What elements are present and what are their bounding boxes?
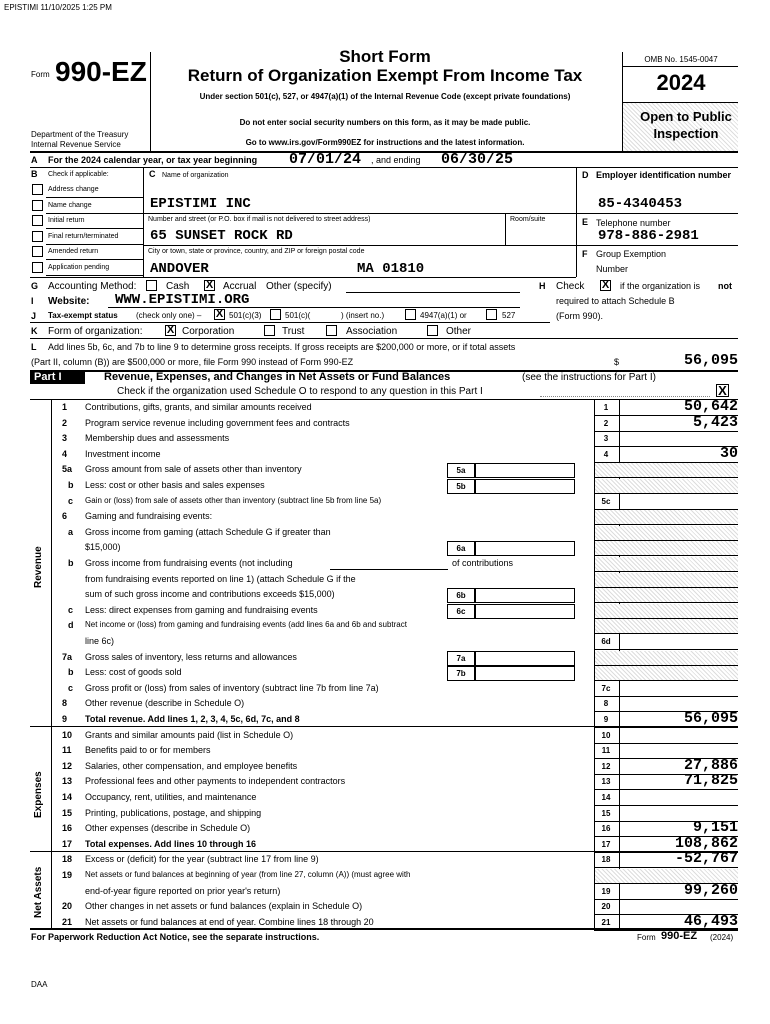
line-ref: 6d (601, 637, 611, 646)
city-label: City or town, state or province, country, and ZIP or foreign postal code (148, 248, 365, 255)
line-e-label: E (582, 217, 589, 227)
corporation-checkbox[interactable]: X (166, 324, 175, 336)
schedule-o-checkbox[interactable]: X (716, 384, 729, 397)
form-number: 990-EZ (55, 56, 147, 87)
midline-box-label: 5b (447, 479, 475, 494)
midline-box-label: 7a (447, 651, 475, 666)
line-description: from fundraising events reported on line 1) (attach Schedule G if the (85, 574, 356, 584)
midline-amount-field[interactable] (475, 666, 575, 681)
line-description: Total revenue. Add lines 1, 2, 3, 4, 5c, 6d, 7c, and 8 (85, 714, 300, 724)
line-number: 12 (62, 761, 73, 771)
omb-number: OMB No. 1545-0047 (644, 55, 718, 64)
501c3-checkbox[interactable]: X (215, 308, 224, 320)
line-ref: 12 (601, 762, 611, 771)
midline-amount-field[interactable] (475, 604, 575, 619)
midline-amount-field[interactable] (475, 651, 575, 666)
line-l-text-1: Add lines 5b, 6c, and 7b to line 9 to determine gross receipts. If gross receipts are $200,000 or more, or if total assets (48, 342, 516, 352)
line-number: b (68, 558, 74, 568)
line-ref: 18 (601, 855, 611, 864)
other-specify-label: Other (specify) (266, 281, 332, 292)
line-description: Less: cost of goods sold (85, 667, 182, 677)
line-description: Gross amount from sale of assets other than inventory (85, 464, 302, 474)
expenses-side-label: Expenses (33, 771, 44, 818)
line-amount[interactable]: 56,095 (683, 710, 738, 727)
line-number: 8 (62, 698, 68, 708)
line-amount[interactable]: 27,886 (683, 757, 738, 774)
b-item-label: Final return/terminated (48, 233, 119, 240)
line-j-text: Tax-exempt status (48, 311, 118, 320)
ein[interactable]: 85-4340453 (598, 196, 683, 212)
b-item-label: Address change (48, 186, 99, 193)
line-h-label: H (539, 281, 546, 291)
line-l-text-2: (Part II, column (B)) are $500,000 or more, file Form 990 instead of Form 990-EZ (31, 357, 354, 367)
line-ref: 21 (601, 918, 611, 927)
footer-form-number: 990-EZ (661, 930, 698, 942)
midline-amount-field[interactable] (475, 541, 575, 556)
line-h-text: Check (556, 281, 585, 292)
begin-date[interactable]: 07/01/24 (289, 151, 362, 168)
line-number: 10 (62, 730, 73, 740)
line-number: 7a (62, 652, 73, 662)
b-checkbox-3[interactable] (32, 231, 43, 242)
net-assets-side-label: Net Assets (33, 866, 44, 918)
b-checkbox-0[interactable] (32, 184, 43, 195)
line-number: c (68, 605, 74, 615)
line-number: b (68, 480, 74, 490)
line-description: Gain or (loss) from sale of assets other than inventory (subtract line 5b from line 5a) (85, 496, 382, 505)
line-number: c (68, 496, 74, 506)
tax-year: 2024 (656, 70, 706, 95)
line-g-label: G (31, 281, 39, 291)
line-ref: 17 (601, 840, 611, 849)
line-number: 20 (62, 901, 73, 911)
line-description: sum of such gross income and contributions exceeds $15,000) (85, 589, 335, 599)
paperwork-notice: For Paperwork Reduction Act Notice, see the separate instructions. (31, 932, 320, 942)
line-a-text: For the 2024 calendar year, or tax year beginning (48, 155, 258, 165)
daa-label: DAA (31, 980, 48, 989)
footer-form-year: (2024) (710, 933, 734, 942)
line-description: line 6c) (85, 636, 115, 646)
line-ref: 14 (601, 793, 611, 802)
line-description: Professional fees and other payments to independent contractors (85, 776, 346, 786)
line-a-label: A (31, 155, 38, 165)
line-ref: 16 (601, 824, 611, 833)
line-ref: 9 (603, 715, 609, 724)
line-ref: 20 (601, 902, 611, 911)
line-number: 5a (62, 464, 73, 474)
cash-label: Cash (166, 281, 190, 292)
midline-amount-field[interactable] (475, 463, 575, 478)
org-name[interactable]: EPISTIMI INC (150, 196, 251, 212)
line-ref: 7c (601, 684, 611, 693)
line-amount[interactable]: 108,862 (674, 835, 738, 852)
footer-form-label: Form (637, 933, 656, 942)
line-d-label: D (582, 170, 589, 180)
line-description: Net income or (loss) from gaming and fundraising events (add lines 6a and 6b and subtract (85, 620, 407, 629)
line-description: Occupancy, rent, utilities, and maintenance (85, 792, 257, 802)
line-ref: 19 (601, 887, 611, 896)
line-ref: 13 (601, 777, 611, 786)
telephone[interactable]: 978-886-2981 (598, 228, 699, 244)
print-stamp: EPISTIMI 11/10/2025 1:25 PM (4, 3, 112, 12)
line-description: Less: direct expenses from gaming and fundraising events (85, 605, 318, 615)
line-number: 1 (62, 402, 68, 412)
association-label: Association (346, 326, 398, 337)
b-item-label: Name change (48, 202, 92, 209)
trust-checkbox[interactable] (264, 325, 275, 336)
part-i-label: Part I (34, 371, 62, 383)
501c3-label: 501(c)(3) (229, 311, 262, 320)
line-description: Net assets or fund balances at beginning of year (from line 27, column (A)) (must agree with (85, 870, 411, 879)
other-org-checkbox[interactable] (427, 325, 438, 336)
midline-box-label: 6a (447, 541, 475, 556)
inspection: Inspection (653, 126, 719, 141)
line-h-not: not (718, 281, 732, 291)
line-ref: 10 (601, 731, 611, 740)
gross-receipts-value[interactable]: 56,095 (683, 352, 738, 369)
b-checkbox-5[interactable] (32, 262, 43, 273)
form-prefix: Form (31, 70, 50, 79)
city[interactable]: ANDOVER (150, 261, 209, 277)
street-address[interactable]: 65 SUNSET ROCK RD (150, 228, 293, 244)
line-amount[interactable]: -52,767 (674, 850, 738, 867)
line-amount[interactable]: 9,151 (692, 819, 738, 836)
b-item-label: Initial return (48, 217, 85, 224)
line-i-text: Website: (48, 296, 90, 307)
line-f-label: F (582, 249, 588, 259)
501c-label: 501(c)( (285, 311, 311, 320)
line-number: d (68, 620, 74, 630)
line-j-label: J (31, 311, 37, 321)
line-number: a (68, 527, 74, 537)
midline-box-label: 6c (447, 604, 475, 619)
line-ref: 15 (601, 809, 611, 818)
cash-checkbox[interactable] (146, 280, 157, 291)
line-description: $15,000) (85, 542, 121, 552)
line-number: 14 (62, 792, 73, 802)
line-c-text: Name of organization (162, 172, 229, 179)
revenue-side-label: Revenue (33, 546, 44, 588)
street-label: Number and street (or P.O. box if mail is not delivered to street address) (148, 216, 371, 223)
line-description: Other changes in net assets or fund balances (explain in Schedule O) (85, 901, 363, 911)
line-number: b (68, 667, 74, 677)
line-number: 9 (62, 714, 68, 724)
form-notice-1: Do not enter social security numbers on this form, as it may be made public. (239, 118, 531, 127)
line-description: Membership dues and assessments (85, 433, 230, 443)
association-checkbox[interactable] (326, 325, 337, 336)
line-description: Other revenue (describe in Schedule O) (85, 698, 245, 708)
line-amount[interactable]: 99,260 (683, 882, 738, 899)
line-description: Contributions, gifts, grants, and similar amounts received (85, 402, 312, 412)
b-item-label: Amended return (48, 248, 99, 255)
line-ref: 4 (603, 450, 609, 459)
line-description-suffix: of contributions (452, 558, 514, 568)
and-ending: , and ending (371, 155, 421, 165)
website[interactable]: WWW.EPISTIMI.ORG (115, 292, 250, 308)
line-number: 18 (62, 854, 73, 864)
accrual-checkbox[interactable]: X (205, 279, 214, 291)
midline-box-label: 6b (447, 588, 475, 603)
line-ref: 3 (603, 434, 609, 443)
line-ref: 11 (601, 746, 611, 755)
line-description: Grants and similar amounts paid (list in Schedule O) (85, 730, 294, 740)
line-description: Gross income from gaming (attach Schedule G if greater than (85, 527, 331, 537)
state-zip[interactable]: MA 01810 (357, 261, 425, 277)
line-description: Total expenses. Add lines 10 through 16 (85, 839, 257, 849)
line-description: Salaries, other compensation, and employee benefits (85, 761, 298, 771)
line-description: Gross income from fundraising events (not including (85, 558, 293, 568)
line-l-label: L (31, 342, 37, 352)
line-description: Investment income (85, 449, 161, 459)
line-number: 6 (62, 511, 68, 521)
trust-label: Trust (282, 326, 305, 337)
line-ref: 5c (601, 497, 611, 506)
line-number: 16 (62, 823, 73, 833)
4947-label: 4947(a)(1) or (420, 311, 467, 320)
line-l-dollar: $ (614, 357, 620, 367)
form-notice-2: Go to www.irs.gov/Form990EZ for instructions and the latest information. (245, 138, 525, 147)
line-h-text-3: required to attach Schedule B (556, 296, 675, 306)
b-checkbox-4[interactable] (32, 246, 43, 257)
line-number: c (68, 683, 74, 693)
dept-treasury: Department of the Treasury (31, 130, 129, 139)
part-i-title-note: (see the instructions for Part I) (522, 372, 656, 383)
line-description: Less: cost or other basis and sales expenses (85, 480, 265, 490)
line-ref: 8 (603, 699, 609, 708)
527-checkbox[interactable] (486, 309, 497, 320)
line-number: 15 (62, 808, 73, 818)
line-amount[interactable]: 50,642 (683, 398, 738, 415)
b-checkbox-1[interactable] (32, 200, 43, 211)
501c-checkbox[interactable] (270, 309, 281, 320)
accrual-label: Accrual (223, 281, 257, 292)
line-description: Net assets or fund balances at end of year. Combine lines 18 through 20 (85, 917, 374, 927)
line-ref: 2 (603, 419, 609, 428)
insert-no-label: ) (insert no.) (341, 311, 385, 320)
line-i-label: I (31, 296, 34, 306)
midline-amount-field[interactable] (475, 588, 575, 603)
schedule-b-checkbox[interactable]: X (601, 279, 610, 291)
b-item-label: Application pending (48, 264, 110, 271)
line-h-text-4: (Form 990). (556, 311, 604, 321)
line-number: 4 (62, 449, 68, 459)
line-amount[interactable]: 5,423 (692, 414, 738, 431)
line-number: 13 (62, 776, 73, 786)
line-e-text: Telephone number (596, 218, 671, 228)
line-c-label: C (149, 169, 156, 179)
dept-irs: Internal Revenue Service (31, 140, 121, 149)
form-subtitle: Under section 501(c), 527, or 4947(a)(1) of the Internal Revenue Code (except private foundations) (199, 92, 571, 101)
line-f-text-1: Group Exemption (596, 249, 667, 259)
line-amount[interactable]: 71,825 (683, 772, 738, 789)
midline-box-label: 5a (447, 463, 475, 478)
line-number: 21 (62, 917, 73, 927)
other-org-label: Other (446, 326, 472, 337)
line-j-text-2: (check only one) – (136, 311, 202, 320)
part-i-title: Revenue, Expenses, and Changes in Net Assets or Fund Balances (104, 371, 451, 383)
room-label: Room/suite (510, 216, 546, 223)
line-description: Gross sales of inventory, less returns and allowances (85, 652, 297, 662)
b-checkbox-2[interactable] (32, 215, 43, 226)
line-number: 3 (62, 433, 68, 443)
line-description: Benefits paid to or for members (85, 745, 211, 755)
line-description: Program service revenue including government fees and contracts (85, 418, 350, 428)
form-title-2: Return of Organization Exempt From Income Tax (187, 66, 583, 85)
4947-checkbox[interactable] (405, 309, 416, 320)
line-b-text: Check if applicable: (48, 171, 109, 178)
line-b-label: B (31, 169, 38, 179)
line-description: Gross profit or (loss) from sales of inventory (subtract line 7b from line 7a) (85, 683, 379, 693)
line-k-text: Form of organization: (48, 326, 143, 337)
corporation-label: Corporation (182, 326, 235, 337)
line-ref: 1 (603, 403, 609, 412)
527-label: 527 (502, 311, 516, 320)
line-number: 11 (62, 745, 72, 755)
line-description: Gaming and fundraising events: (85, 511, 213, 521)
line-description: end-of-year figure reported on prior year's return) (85, 886, 281, 896)
midline-box-label: 7b (447, 666, 475, 681)
open-to-public: Open to Public (640, 109, 732, 124)
midline-amount-field[interactable] (475, 479, 575, 494)
line-d-text: Employer identification number (596, 170, 732, 180)
line-description: Other expenses (describe in Schedule O) (85, 823, 251, 833)
line-amount[interactable]: 30 (719, 445, 738, 462)
line-number: 2 (62, 418, 68, 428)
form-title-1: Short Form (339, 47, 431, 66)
line-amount[interactable]: 46,493 (683, 913, 738, 930)
line-k-label: K (31, 326, 38, 336)
line-f-text-2: Number (596, 264, 629, 274)
schedule-o-check-text: Check if the organization used Schedule O to respond to any question in this Part I (117, 386, 483, 397)
end-date[interactable]: 06/30/25 (441, 151, 514, 168)
line-number: 17 (62, 839, 73, 849)
line-description: Printing, publications, postage, and shipping (85, 808, 262, 818)
line-g-text: Accounting Method: (48, 281, 137, 292)
line-number: 19 (62, 870, 73, 880)
line-description: Excess or (deficit) for the year (subtract line 17 from line 9) (85, 854, 319, 864)
line-h-text-2: if the organization is (620, 281, 701, 291)
